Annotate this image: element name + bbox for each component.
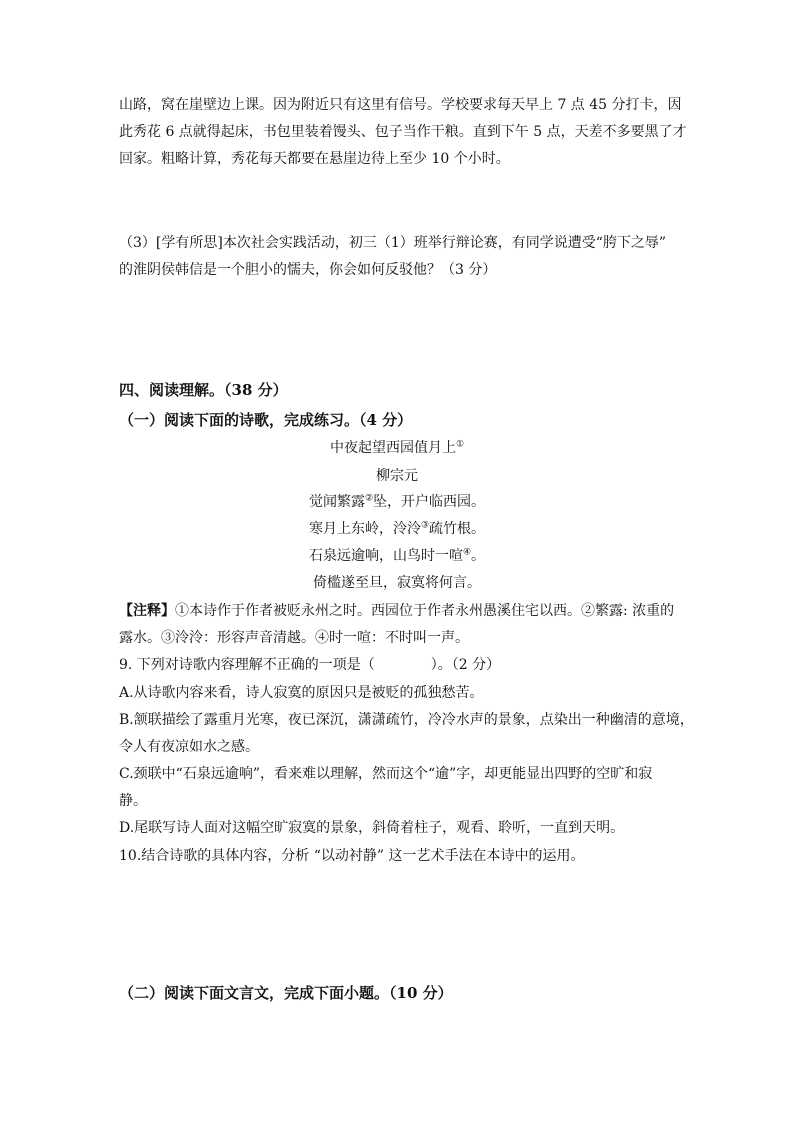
option-b-cont: 令人有夜凉如水之感。 (119, 739, 259, 755)
passage-line: 回家。粗略计算，秀花每天都要在悬崖边待上至少 10 个小时。 (119, 151, 510, 167)
poem-author: 柳宗元 (376, 468, 418, 484)
section-title: 四、阅读理解。（38 分） (119, 381, 288, 399)
question-3-line: 的淮阴侯韩信是一个胆小的懦夫，你会如何反驳他？（3 分） (119, 262, 497, 278)
question-9-stem: 9. 下列对诗歌内容理解不正确的一项是（ ）。（2 分） (119, 657, 501, 673)
option-c-cont: 静。 (119, 793, 147, 809)
passage-line: 此秀花 6 点就得起床，书包里装着馒头、包子当作干粮。直到下午 5 点，天差不多要黑了才 (119, 124, 687, 140)
subsection-title: （二）阅读下面文言文，完成下面小题。（10 分） (119, 984, 453, 1002)
passage-line: 山路，窝在崖壁边上课。因为附近只有这里有信号。学校要求每天早上 7 点 45 分打卡，因 (119, 97, 682, 113)
question-3-line: （3）[学有所思]本次社会实践活动，初三（1）班举行辩论赛，有同学说遭受“胯下之辱” (119, 235, 667, 251)
option-d: D.尾联写诗人面对这幅空旷寂寞的景象，斜倚着柱子，观看、聆听，一直到天明。 (119, 820, 625, 836)
poem-title: 中夜起望西园值月上① (329, 439, 465, 456)
option-b: B.颔联描绘了露重月光寒，夜已深沉，潇潇疏竹，冷冷水声的景象，点染出一种幽清的意境， (119, 712, 694, 728)
notes-line: 【注释】①本诗作于作者被贬永州之时。西园位于作者永州愚溪住宅以西。②繁露: 浓重的 (119, 603, 675, 619)
option-a: A.从诗歌内容来看，诗人寂寞的原因只是被贬的孤独愁苦。 (119, 685, 484, 701)
poem-line: 觉闻繁露②坠，开户临西园。 (308, 493, 486, 510)
notes-tag: 【注释】 (119, 603, 175, 619)
option-c: C.颈联中“石泉远逾响”，看来难以理解，然而这个“逾”字，却更能显出四野的空旷和寂 (119, 766, 653, 782)
footnote-mark: ① (455, 439, 465, 450)
poem-line: 石泉远逾响，山鸟时一喧④。 (308, 547, 486, 564)
footnote-mark: ② (364, 493, 374, 504)
poem-line: 倚槛遂至旦，寂寞将何言。 (313, 575, 481, 591)
poem-line: 寒月上东岭，泠泠③疏竹根。 (308, 520, 486, 537)
footnote-mark: ④ (462, 547, 472, 558)
subsection-title: （一）阅读下面的诗歌，完成练习。（4 分） (119, 411, 413, 429)
notes-line: 露水。③泠泠：形容声音清越。④时一喧：不时叫一声。 (119, 630, 469, 646)
footnote-mark: ③ (420, 520, 430, 531)
question-10-stem: 10.结合诗歌的具体内容，分析 “以动衬静” 这一艺术手法在本诗中的运用。 (119, 848, 585, 864)
